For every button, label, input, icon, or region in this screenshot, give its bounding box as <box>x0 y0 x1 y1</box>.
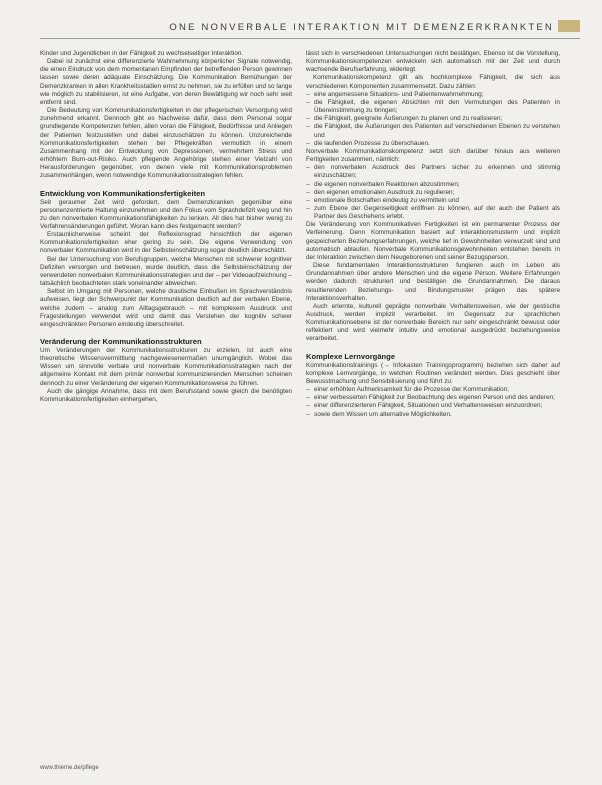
paragraph: Dabei ist zunächst eine differenzierte Wahrnehmung körperlicher Signale notwendig, die einen Eindruck von dem momentanen Empfinden der betreffenden Person gewinnen lassen sowie deren adäquate Einschätzung. Die Kommunikation Bemühungen der Demenzkranken in allen Krankheitsstadien ernst zu nehmen, sie zu erfüllen und so lange wie möglich zu stabilisieren, ist eine Aufgabe, von deren Bewältigung wir noch sehr weit entfernt sind. <box>40 58 292 106</box>
bullet-list <box>306 164 560 221</box>
footer-url: www.thieme.de/pflege <box>40 765 99 771</box>
list-item: – zum Ebene der Gegenseitigkeit eröffnen zu können, auf der auch der Patient als Partner des Geschehens erlebt. <box>306 205 560 221</box>
paragraph: Selbst im Umgang mit Personen, welche drastische Einbußen im Sprachverständnis aufweisen, liegt der Schwerpunkt der Kommunikation deutlich auf der verbalen Ebene, welche zudem – analog zum Alltagsgebrauch – mit komplexem Ausdruck und Fragestellungen verwendet wird und damit das Verstehen der kognitiv schwer eingeschränkten Personen eindeutig überschreitet. <box>40 288 292 328</box>
section-heading: Komplexe Lernvorgänge <box>306 351 396 361</box>
paragraph: Erstaunlicherweise scheint der Reflexionsgrad hinsichtlich der eigenen Kommunikationsfertigkeiten eher gering zu sein. Die eigene Verwendung von nonverbaler Kommunikation wird in der Selbsteinschätzung sogar deutlich überschätzt. <box>40 231 292 255</box>
list-item: – den eigenen emotionalen Ausdruck zu regulieren; <box>306 189 560 197</box>
paragraph: Um Veränderungen der Kommunikationsstrukturen zu erzielen, ist auch eine theoretische Wissensvermittlung nachgewiesenermaßen unumgänglich. Wobei das Wissen um sinnvolle verbale und nonverbale Kommunikationsstrategien nach der allgemeine Kontakt mit dem primär nonverbal kommunizierenden Menschen scheinen dennoch zu einer Veränderung der eigenen Kommunikationsweise zu führen. <box>40 347 292 387</box>
header-rule <box>40 38 580 39</box>
list-item: – eine angemessene Situations- und Patientenwahrnehmung; <box>306 91 560 99</box>
list-item: – sowie dem Wissen um alternative Möglichkeiten. <box>306 411 560 419</box>
paragraph: Bei der Untersuchung von Berufsgruppen, welche Menschen mit schwerer kognitiver Defiziten versorgen und betreuen, wurde deutlich, dass die Selbsteinschätzung der verwendeten nonverbalen Kommunikationsstrategien und der – per Videoaufzeichnung – tatsächlich beobachteten stark voneinander abweichen. <box>40 255 292 288</box>
page-header-title: ONE NONVERBALE INTERAKTION MIT DEMENZERKRANKTEN <box>169 22 554 33</box>
page-number-box <box>558 20 580 32</box>
right-column <box>306 50 560 419</box>
list-item: – einer verbesserten Fähigkeit zur Beobachtung des eigenen Person und des anderen; <box>306 394 560 402</box>
section-heading: Entwicklung von Kommunikationsfertigkeiten <box>40 188 205 198</box>
section-heading: Veränderung der Kommunikationsstrukturen <box>40 337 202 346</box>
paragraph: Kommunikationskompetenz gilt als hochkomplexe Fähigkeit, die sich aus verschiedenen Komponenten zusammensetzt. Dazu zählen: <box>306 74 560 90</box>
paragraph: Nonverbale Kommunikationskompetenz setzt sich darüber hinaus aus weiteren Fertigkeiten zusammen, nämlich: <box>306 147 560 164</box>
paragraph: Die Veränderung von Kommunikativen Fertigkeiten ist ein permanenter Prozess der Verfeinerung. Denn Kommunikation basiert auf interaktionsmusterm und implizit gespeicherten Beziehungserfahrungen, welche tief in Gewohnheiten verwurzelt sind und automatisch ablaufen. Nonverbale Kommunikationsgewohnheiten entstehen bereits in der Interaktion zwischen dem Neugeborenen und seiner Bezugsperson. <box>306 221 560 261</box>
paragraph: Diese fundamentalen Interaktionsstrukturen fungieren auch im Leben als Grundannahmen über andere Menschen und die eigene Person. Weitere Erfahrungen werden dadurch strukturiert und bestätigen die Grundannahmen. Die daraus resultierenden Beziehungs- und Bindungsmuster prägen das spätere Interaktionsverhalten. <box>306 262 560 302</box>
paragraph: Kinder und Jugendlichen in der Fähigkeit zu wechselseitiger Interaktion. <box>40 50 244 57</box>
list-item: – einer differenzierteren Fähigkeit, Situationen und Verhaltensweisen einzuordnen; <box>306 402 560 410</box>
list-item: – einer erhöhten Aufmerksamkeit für die Prozesse der Kommunikation; <box>306 386 560 394</box>
list-item: – die Fähigkeit, die eigenen Absichten mit den Vermutungen des Patienten in Übereinstimmung zu bringen; <box>306 99 560 115</box>
list-item: – die Fähigkeit, geeignete Äußerungen zu planen und zu realisieren; <box>306 115 560 123</box>
paragraph: Die Bedeutung von Kommunikationsfertigkeiten in der pflegerischen Versorgung wird zunehmend erkannt. Dennoch gibt es Nachweise dafür, dass dem Personal sogar grundlegende Kompetenzen fehlen, allen voran die Fähigkeit, Bedürfnisse und Anliegen der Patienten festzustellen und dabei einzuschätzen zu können. Unzureichende Kommunikationsfertigkeiten stehen bei Pflegekräften vermutlich in einem Zusammenhang mit der Entwicklung von Depressionen, vermehrtem Stress und erhöhtem Burn-out-Risiko. Auch pflegende Angehörige stehen einer Vielzahl von Herausforderungen gegenüber, von denen viele mit Kommunikationsproblemen zusammenhängen, wenn notwendige Kommunikationsstrategien fehlen. <box>40 107 292 180</box>
paragraph: Auch erlernte, kulturell geprägte nonverbale Verhaltensweisen, wie der gestische Ausdruck, werden implizit verarbeitet. Im Gegensatz zur sprachlichen Kommunikationsebene ist der nonverbale Bereich nur sehr eingeschränkt bewusst oder reflektiert und wird vielmehr intuitiv und emotional ausgedrückt beziehungsweise verarbeitet. <box>306 302 560 343</box>
paragraph: lässt sich in verschiedenen Untersuchungen nicht bestätigen. Ebenso ist die Vorstellung, Kommunikationskompetenzen entwickeln sich automatisch mit der Zeit und durch wachsende Berufserfahrung, widerlegt. <box>306 50 560 74</box>
left-column <box>40 50 292 404</box>
list-item: – den nonverbalen Ausdruck des Partners sicher zu erkennen und stimmig einzuschätzen; <box>306 164 560 180</box>
list-item: – die Fähigkeit, die Äußerungen des Patienten auf verschiedenen Ebenen zu verstehen und <box>306 123 560 139</box>
paragraph: Auch die gängige Annahme, dass mit dem Berufsstand sowie gleich die benötigten Kommunikationsfertigkeiten einhergehen, <box>40 387 292 403</box>
list-item: – emotionale Botschaften eindeutig zu vermitteln und <box>306 197 560 205</box>
bullet-list <box>306 386 560 419</box>
list-item: – die laufenden Prozesse zu überschauen. <box>306 140 560 148</box>
list-item: – die eigenen nonverbalen Reaktionen abzustimmen; <box>306 181 560 189</box>
paragraph: Seit geraumer Zeit wird gefordert, dem Demenzkranken gegenüber eine personenzentrierte Haltung einzunehmen und den Fokus vom Sprachdefizit weg und hin zu den nonverbalen Kommunikationsfähigkeiten zu lenken. All dies hat bisher wenig zu Verfahrensänderungen geführt. Woran kann dies festgemacht werden? <box>40 198 292 230</box>
paragraph: Kommunikationstrainings (→ Infokasten Trainingsprogramm) beziehen sich daher auf komplexe Lernvorgänge, in welchen Routinen verändert werden. Dies geschieht über Bewusstmachung und Sensibilisierung und führt zu: <box>306 361 560 385</box>
bullet-list <box>306 91 560 148</box>
